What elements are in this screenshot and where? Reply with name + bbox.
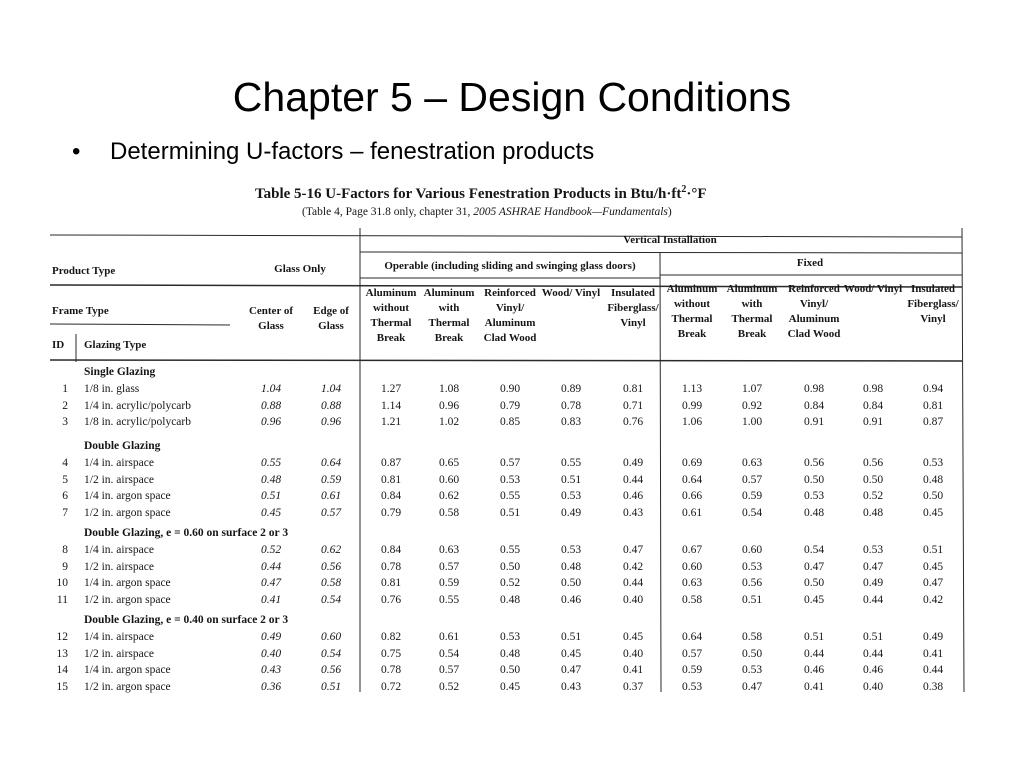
group-label: Double Glazing, e = 0.60 on surface 2 or 3 (84, 527, 289, 539)
cell-u-factor: 0.56 (741, 577, 763, 590)
cell-u-factor: 0.43 (560, 681, 582, 694)
cell-u-factor: 0.52 (438, 681, 460, 694)
cell-u-factor: 0.42 (922, 594, 944, 607)
cell-center-of-glass: 0.47 (260, 577, 282, 590)
header-frame-operable-1: Aluminum without Thermal Break (365, 287, 417, 344)
group-label: Double Glazing (84, 440, 161, 452)
cell-center-of-glass: 1.04 (260, 382, 282, 395)
cell-u-factor: 0.40 (622, 647, 644, 660)
row-id: 6 (62, 490, 68, 503)
cell-u-factor: 0.51 (862, 630, 884, 643)
cell-u-factor: 0.84 (380, 490, 402, 503)
cell-edge-of-glass: 0.62 (320, 543, 342, 556)
cell-u-factor: 0.98 (862, 382, 884, 395)
cell-u-factor: 1.02 (438, 416, 460, 429)
cell-u-factor: 0.48 (862, 507, 884, 520)
cell-u-factor: 0.54 (803, 543, 825, 556)
cell-u-factor: 0.50 (499, 664, 521, 677)
header-center-of-glass: Center of Glass (248, 305, 294, 332)
cell-u-factor: 0.53 (560, 490, 582, 503)
cell-u-factor: 0.51 (803, 630, 825, 643)
cell-edge-of-glass: 0.61 (320, 490, 342, 503)
cell-u-factor: 0.43 (622, 507, 644, 520)
cell-u-factor: 1.27 (380, 382, 402, 395)
header-fixed: Fixed (796, 257, 824, 269)
cell-u-factor: 0.53 (499, 630, 521, 643)
cell-u-factor: 0.50 (803, 473, 825, 486)
cell-center-of-glass: 0.55 (260, 456, 282, 469)
cell-u-factor: 0.58 (438, 507, 460, 520)
row-glazing-type: 1/4 in. argon space (84, 577, 171, 590)
cell-u-factor: 0.91 (803, 416, 825, 429)
cell-u-factor: 0.60 (741, 543, 763, 556)
row-glazing-type: 1/4 in. airspace (84, 630, 154, 643)
header-vertical-installation: Vertical Installation (623, 234, 717, 246)
cell-u-factor: 0.48 (499, 647, 521, 660)
cell-u-factor: 0.47 (862, 560, 884, 573)
cell-u-factor: 0.63 (681, 577, 703, 590)
slide-title: Chapter 5 – Design Conditions (232, 74, 792, 120)
group-label: Single Glazing (84, 366, 156, 378)
cell-u-factor: 0.47 (560, 664, 582, 677)
cell-u-factor: 0.82 (380, 630, 402, 643)
cell-u-factor: 0.50 (922, 490, 944, 503)
cell-u-factor: 0.61 (438, 630, 460, 643)
row-glazing-type: 1/2 in. argon space (84, 681, 171, 694)
cell-u-factor: 0.69 (681, 456, 703, 469)
cell-u-factor: 0.81 (380, 473, 402, 486)
cell-u-factor: 0.47 (741, 681, 763, 694)
header-frame-type: Frame Type (52, 305, 109, 317)
cell-u-factor: 0.76 (622, 416, 644, 429)
cell-u-factor: 1.08 (438, 382, 460, 395)
row-id: 3 (62, 416, 68, 429)
cell-u-factor: 0.89 (560, 382, 582, 395)
row-glazing-type: 1/2 in. airspace (84, 473, 154, 486)
bullet-item (72, 136, 594, 168)
row-glazing-type: 1/4 in. argon space (84, 664, 171, 677)
cell-u-factor: 0.46 (803, 664, 825, 677)
cell-u-factor: 0.51 (499, 507, 521, 520)
cell-edge-of-glass: 0.60 (320, 630, 342, 643)
cell-u-factor: 0.54 (438, 647, 460, 660)
cell-u-factor: 0.40 (862, 681, 884, 694)
cell-u-factor: 0.78 (380, 664, 402, 677)
cell-u-factor: 0.44 (622, 473, 644, 486)
cell-u-factor: 0.46 (560, 594, 582, 607)
row-id: 5 (62, 473, 68, 486)
row-id: 12 (56, 630, 68, 643)
cell-u-factor: 0.50 (803, 577, 825, 590)
row-id: 15 (56, 681, 68, 694)
row-glazing-type: 1/8 in. glass (84, 382, 140, 395)
cell-u-factor: 0.51 (741, 594, 763, 607)
cell-u-factor: 0.92 (741, 399, 763, 412)
table-image (50, 180, 966, 692)
cell-u-factor: 0.79 (380, 507, 402, 520)
header-frame-operable-5: Insulated Fiberglass/ Vinyl (607, 287, 659, 329)
header-frame-fixed-3: Reinforced Vinyl/ Aluminum Clad Wood (787, 283, 841, 340)
cell-u-factor: 0.60 (438, 473, 460, 486)
row-glazing-type: 1/8 in. acrylic/polycarb (84, 416, 191, 429)
cell-edge-of-glass: 0.54 (320, 647, 342, 660)
header-frame-fixed-5: Insulated Fiberglass/ Vinyl (907, 283, 959, 325)
header-id: ID (52, 339, 65, 351)
cell-u-factor: 0.45 (560, 647, 582, 660)
cell-u-factor: 0.78 (380, 560, 402, 573)
cell-edge-of-glass: 0.64 (320, 456, 342, 469)
cell-u-factor: 0.52 (499, 577, 521, 590)
cell-u-factor: 0.87 (380, 456, 402, 469)
cell-u-factor: 0.79 (499, 399, 521, 412)
cell-u-factor: 1.13 (681, 382, 703, 395)
header-frame-fixed-1: Aluminum without Thermal Break (666, 283, 718, 340)
cell-u-factor: 0.81 (622, 382, 644, 395)
cell-u-factor: 0.57 (741, 473, 763, 486)
cell-u-factor: 0.53 (499, 473, 521, 486)
header-frame-fixed-4: Wood/ Vinyl (843, 283, 903, 295)
cell-center-of-glass: 0.52 (260, 543, 282, 556)
cell-u-factor: 0.53 (741, 664, 763, 677)
cell-u-factor: 0.49 (922, 630, 944, 643)
cell-u-factor: 0.56 (803, 456, 825, 469)
cell-u-factor: 1.07 (741, 382, 763, 395)
cell-u-factor: 0.41 (622, 664, 644, 677)
row-id: 7 (62, 507, 68, 520)
cell-u-factor: 0.47 (803, 560, 825, 573)
bullet-text: Determining U-factors – fenestration products (110, 138, 595, 165)
cell-u-factor: 0.84 (803, 399, 825, 412)
row-id: 2 (62, 399, 68, 412)
cell-u-factor: 0.51 (922, 543, 944, 556)
cell-edge-of-glass: 0.56 (320, 560, 342, 573)
bullet-dot: • (72, 138, 81, 165)
header-glazing-type: Glazing Type (84, 339, 147, 351)
cell-u-factor: 1.00 (741, 416, 763, 429)
cell-u-factor: 0.55 (438, 594, 460, 607)
cell-u-factor: 0.48 (560, 560, 582, 573)
cell-u-factor: 0.41 (922, 647, 944, 660)
cell-u-factor: 0.49 (560, 507, 582, 520)
cell-edge-of-glass: 0.96 (320, 416, 342, 429)
row-id: 8 (62, 543, 68, 556)
cell-u-factor: 0.66 (681, 490, 703, 503)
row-glazing-type: 1/4 in. airspace (84, 543, 154, 556)
cell-u-factor: 0.81 (922, 399, 944, 412)
group-label: Double Glazing, e = 0.40 on surface 2 or 3 (84, 614, 289, 626)
cell-u-factor: 0.67 (681, 543, 703, 556)
cell-u-factor: 0.51 (560, 630, 582, 643)
cell-center-of-glass: 0.88 (260, 399, 282, 412)
cell-u-factor: 0.44 (622, 577, 644, 590)
cell-u-factor: 0.65 (438, 456, 460, 469)
cell-u-factor: 0.50 (862, 473, 884, 486)
cell-u-factor: 0.38 (922, 681, 944, 694)
row-id: 10 (56, 577, 68, 590)
cell-u-factor: 0.59 (438, 577, 460, 590)
row-glazing-type: 1/2 in. argon space (84, 507, 171, 520)
cell-u-factor: 0.44 (803, 647, 825, 660)
cell-u-factor: 0.45 (922, 507, 944, 520)
cell-u-factor: 0.59 (741, 490, 763, 503)
cell-edge-of-glass: 0.88 (320, 399, 342, 412)
cell-u-factor: 0.47 (922, 577, 944, 590)
row-glazing-type: 1/2 in. argon space (84, 594, 171, 607)
cell-u-factor: 1.06 (681, 416, 703, 429)
cell-u-factor: 0.40 (622, 594, 644, 607)
cell-edge-of-glass: 0.51 (320, 681, 342, 694)
header-frame-operable-3: Reinforced Vinyl/ Aluminum Clad Wood (483, 287, 537, 344)
cell-u-factor: 0.72 (380, 681, 402, 694)
cell-u-factor: 0.57 (438, 664, 460, 677)
cell-u-factor: 1.14 (380, 399, 402, 412)
cell-u-factor: 0.49 (862, 577, 884, 590)
cell-center-of-glass: 0.45 (260, 507, 282, 520)
cell-u-factor: 0.94 (922, 382, 944, 395)
row-id: 9 (62, 560, 68, 573)
row-id: 11 (56, 594, 68, 607)
cell-u-factor: 0.46 (622, 490, 644, 503)
cell-center-of-glass: 0.49 (260, 630, 282, 643)
cell-u-factor: 0.59 (681, 664, 703, 677)
cell-u-factor: 0.53 (862, 543, 884, 556)
header-glass-only: Glass Only (274, 263, 326, 275)
cell-edge-of-glass: 0.54 (320, 594, 342, 607)
cell-u-factor: 0.57 (438, 560, 460, 573)
cell-u-factor: 0.63 (741, 456, 763, 469)
cell-center-of-glass: 0.44 (260, 560, 282, 573)
row-glazing-type: 1/4 in. acrylic/polycarb (84, 399, 191, 412)
cell-u-factor: 1.21 (380, 416, 402, 429)
header-edge-of-glass: Edge of Glass (313, 305, 349, 332)
cell-u-factor: 0.55 (560, 456, 582, 469)
cell-u-factor: 0.98 (803, 382, 825, 395)
cell-u-factor: 0.41 (803, 681, 825, 694)
cell-center-of-glass: 0.36 (260, 681, 282, 694)
cell-center-of-glass: 0.48 (260, 473, 282, 486)
row-id: 14 (56, 664, 68, 677)
cell-u-factor: 0.53 (922, 456, 944, 469)
cell-u-factor: 0.58 (741, 630, 763, 643)
cell-u-factor: 0.48 (499, 594, 521, 607)
cell-u-factor: 0.84 (862, 399, 884, 412)
cell-u-factor: 0.48 (922, 473, 944, 486)
header-frame-fixed-2: Aluminum with Thermal Break (726, 283, 778, 340)
cell-center-of-glass: 0.40 (260, 647, 282, 660)
cell-center-of-glass: 0.96 (260, 416, 282, 429)
header-frame-operable-2: Aluminum with Thermal Break (423, 287, 475, 344)
cell-u-factor: 0.61 (681, 507, 703, 520)
cell-u-factor: 0.50 (560, 577, 582, 590)
cell-u-factor: 0.53 (741, 560, 763, 573)
cell-u-factor: 0.87 (922, 416, 944, 429)
row-id: 13 (56, 647, 68, 660)
cell-edge-of-glass: 0.58 (320, 577, 342, 590)
row-glazing-type: 1/4 in. argon space (84, 490, 171, 503)
cell-center-of-glass: 0.41 (260, 594, 282, 607)
cell-u-factor: 0.44 (862, 594, 884, 607)
cell-u-factor: 0.62 (438, 490, 460, 503)
cell-u-factor: 0.57 (681, 647, 703, 660)
cell-u-factor: 0.37 (622, 681, 644, 694)
cell-u-factor: 0.53 (681, 681, 703, 694)
cell-u-factor: 0.50 (499, 560, 521, 573)
cell-u-factor: 0.45 (622, 630, 644, 643)
cell-u-factor: 0.85 (499, 416, 521, 429)
cell-u-factor: 0.63 (438, 543, 460, 556)
cell-u-factor: 0.55 (499, 543, 521, 556)
header-operable: Operable (including sliding and swinging glass doors) (384, 260, 636, 272)
row-id: 4 (62, 456, 68, 469)
cell-edge-of-glass: 0.56 (320, 664, 342, 677)
cell-u-factor: 0.50 (741, 647, 763, 660)
cell-u-factor: 0.45 (803, 594, 825, 607)
cell-edge-of-glass: 0.57 (320, 507, 342, 520)
cell-edge-of-glass: 0.59 (320, 473, 342, 486)
cell-edge-of-glass: 1.04 (320, 382, 342, 395)
row-id: 1 (62, 382, 68, 395)
cell-u-factor: 0.60 (681, 560, 703, 573)
cell-u-factor: 0.49 (622, 456, 644, 469)
cell-u-factor: 0.91 (862, 416, 884, 429)
header-frame-operable-4: Wood/ Vinyl (541, 287, 601, 299)
cell-u-factor: 0.45 (922, 560, 944, 573)
cell-u-factor: 0.44 (922, 664, 944, 677)
row-glazing-type: 1/4 in. airspace (84, 456, 154, 469)
table-caption: Table 5-16 U-Factors for Various Fenestration Products in Btu/$h\cdot ft^2\cdot^\circ F$ (255, 184, 707, 202)
cell-center-of-glass: 0.43 (260, 664, 282, 677)
cell-u-factor: 0.96 (438, 399, 460, 412)
cell-u-factor: 0.45 (499, 681, 521, 694)
cell-u-factor: 0.64 (681, 473, 703, 486)
row-glazing-type: 1/2 in. airspace (84, 647, 154, 660)
cell-u-factor: 0.58 (681, 594, 703, 607)
row-glazing-type: 1/2 in. airspace (84, 560, 154, 573)
cell-u-factor: 0.47 (622, 543, 644, 556)
cell-u-factor: 0.51 (560, 473, 582, 486)
cell-u-factor: 0.78 (560, 399, 582, 412)
cell-u-factor: 0.71 (622, 399, 644, 412)
cell-u-factor: 0.76 (380, 594, 402, 607)
cell-u-factor: 0.53 (803, 490, 825, 503)
cell-u-factor: 0.75 (380, 647, 402, 660)
cell-u-factor: 0.57 (499, 456, 521, 469)
cell-u-factor: 0.84 (380, 543, 402, 556)
cell-u-factor: 0.81 (380, 577, 402, 590)
cell-u-factor: 0.54 (741, 507, 763, 520)
cell-u-factor: 0.90 (499, 382, 521, 395)
cell-u-factor: 0.83 (560, 416, 582, 429)
header-product-type: Product Type (52, 265, 116, 277)
cell-u-factor: 0.56 (862, 456, 884, 469)
cell-center-of-glass: 0.51 (260, 490, 282, 503)
cell-u-factor: 0.44 (862, 647, 884, 660)
cell-u-factor: 0.55 (499, 490, 521, 503)
cell-u-factor: 0.64 (681, 630, 703, 643)
table-source-note: (Table 4, Page 31.8 only, chapter 31, 2005 ASHRAE Handbook—Fundamentals) (302, 206, 672, 218)
cell-u-factor: 0.42 (622, 560, 644, 573)
cell-u-factor: 0.99 (681, 399, 703, 412)
cell-u-factor: 0.53 (560, 543, 582, 556)
cell-u-factor: 0.48 (803, 507, 825, 520)
cell-u-factor: 0.46 (862, 664, 884, 677)
cell-u-factor: 0.52 (862, 490, 884, 503)
